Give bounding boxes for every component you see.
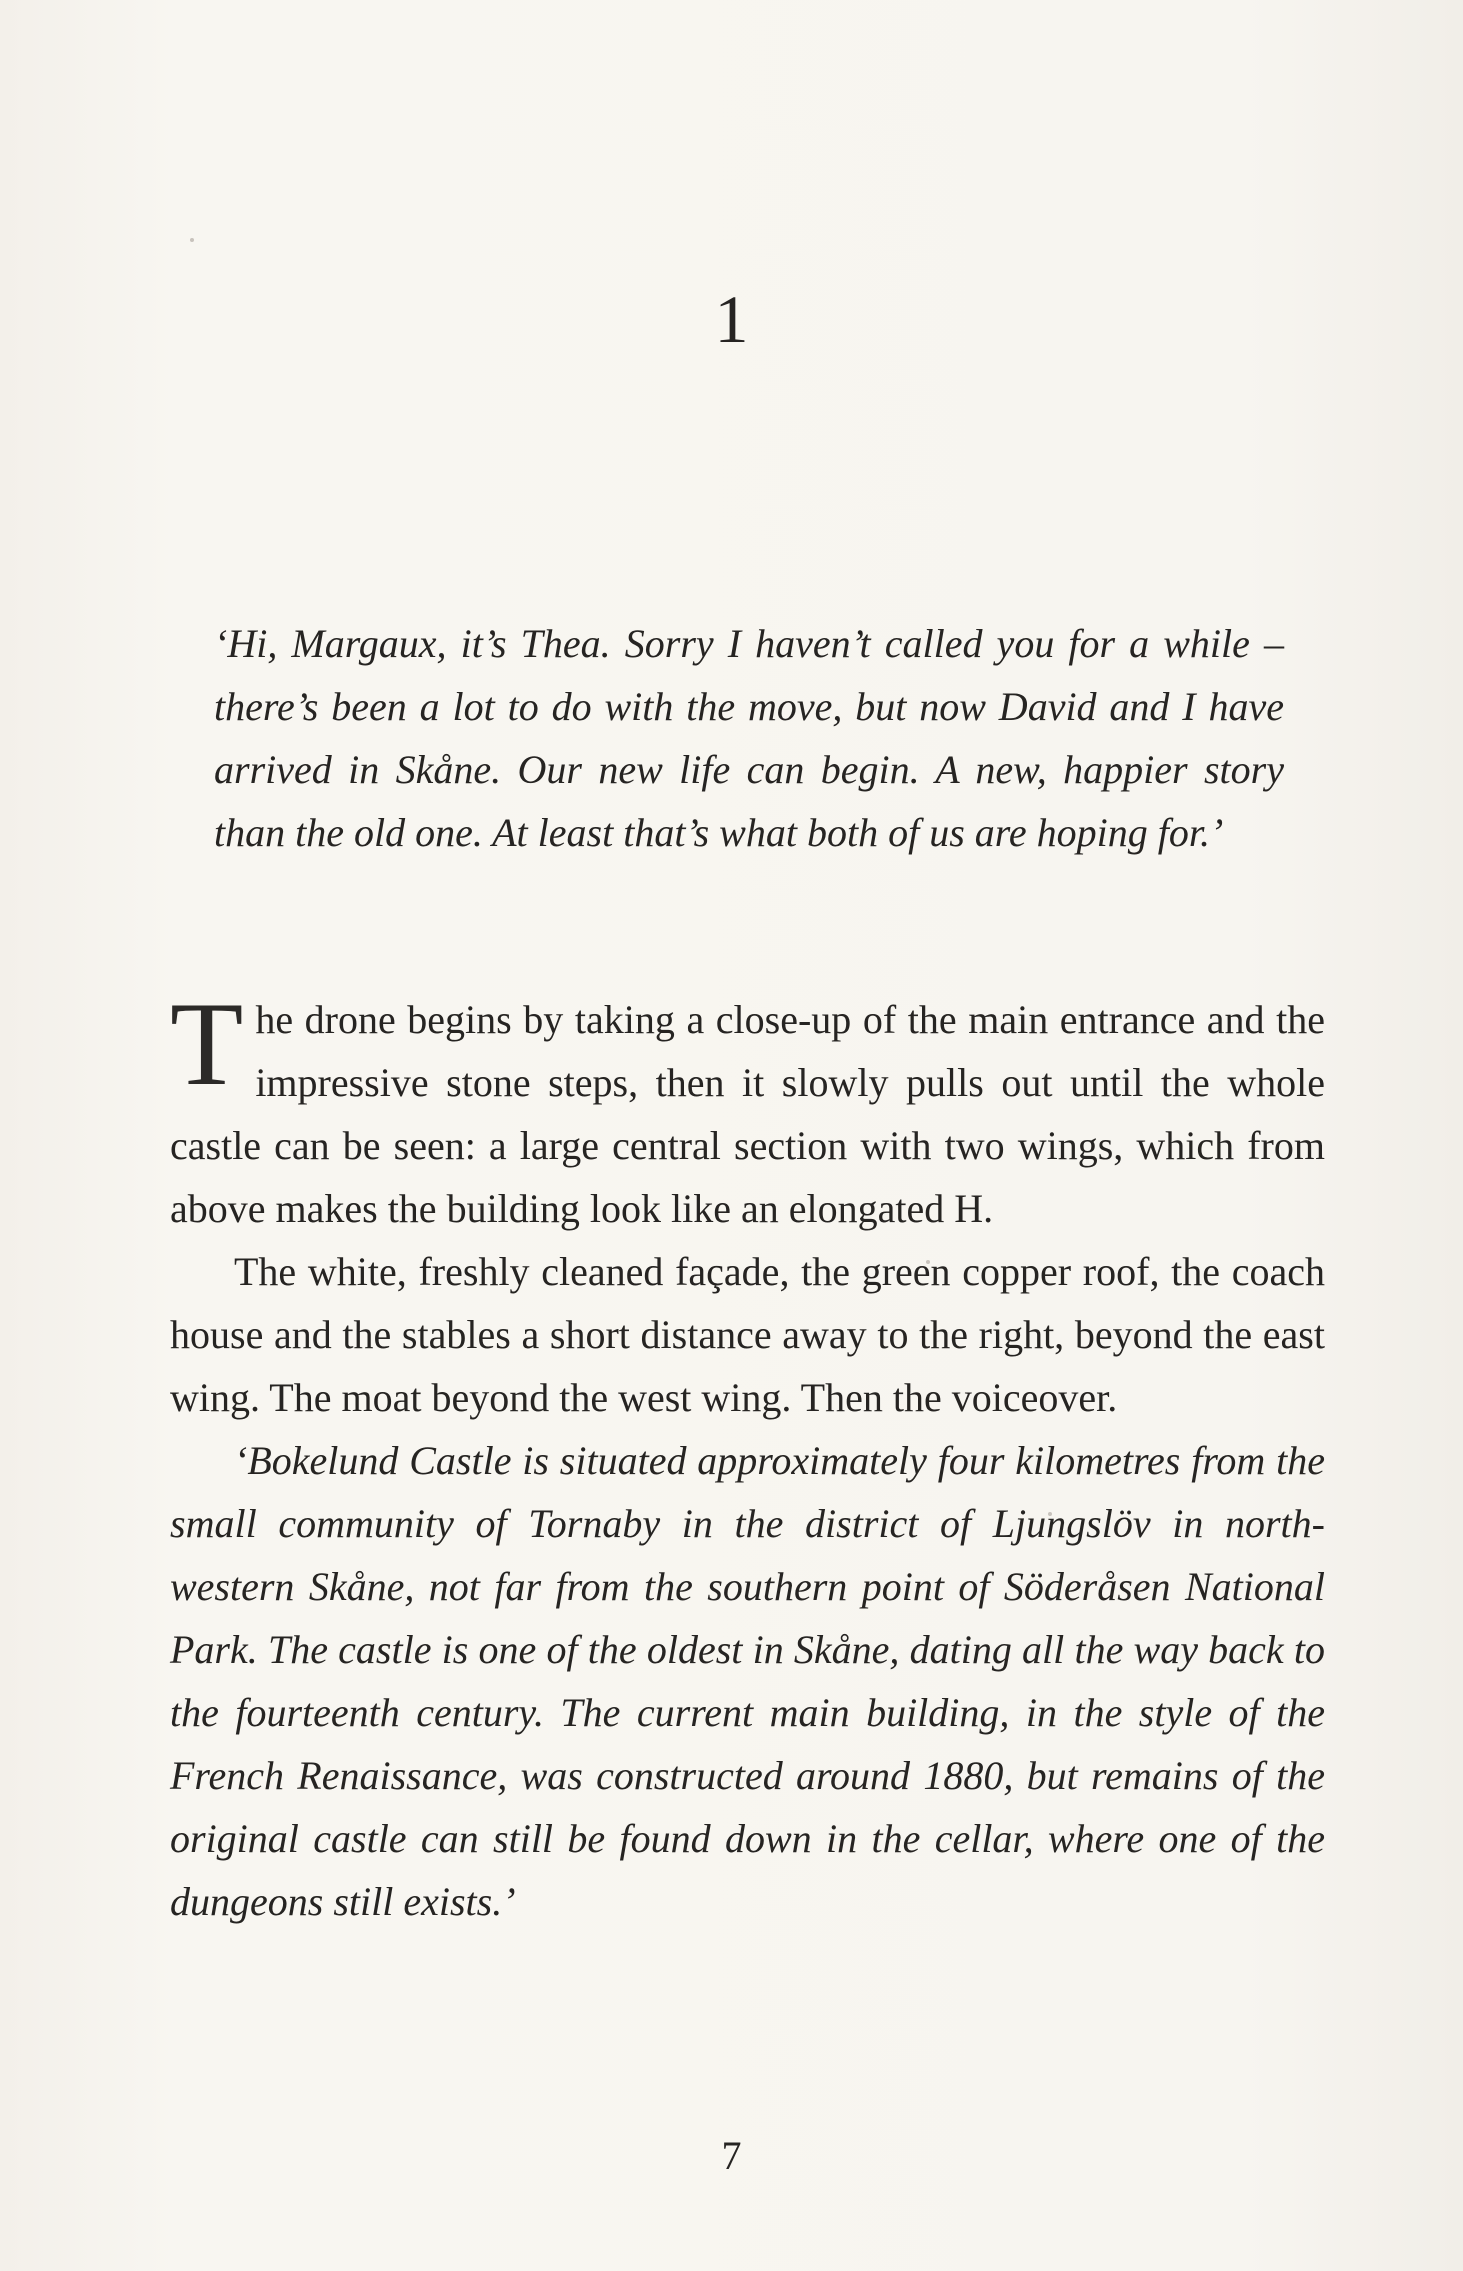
body-paragraph-2: The white, freshly cleaned façade, the green copper roof, the coach house and the stables a short distance away to the right, beyond the east wing. The moat beyond the west wing. Then the voiceover. <box>170 1249 1325 1420</box>
page-number: 7 <box>721 2133 742 2178</box>
drop-cap: T <box>170 977 244 1110</box>
body-paragraph-1 <box>170 977 1325 1240</box>
paper-speck <box>190 238 194 242</box>
main-text <box>170 977 1325 1933</box>
body-paragraph-3: ‘Bokelund Castle is situated approximately four kilometres from the small community of Tornaby in the district of Ljungslöv in north-western Skåne, not far from the southern point of Söderåsen National Park. The castle is one of the oldest in Skåne, dating all the way back to the fourteenth century. The current main building, in the style of the French Renaissance, was constructed around 1880, but remains of the original castle can still be found down in the cellar, where one of the dungeons still exists.’ <box>170 1438 1325 1924</box>
body-paragraph-1-text: he drone begins by taking a close-up of the main entrance and the impressive stone steps, then it slowly pulls out until the whole castle can be seen: a large central section with two wings, which from above makes the building look like an elongated H. <box>170 997 1325 1231</box>
chapter-number: 1 <box>714 281 749 357</box>
epigraph: ‘Hi, Margaux, it’s Thea. Sorry I haven’t called you for a while – there’s been a lot to do with the move, but now David and I have arrived in Skåne. Our new life can begin. A new, happier story than the old one. At least that’s what both of us are hoping for.’ <box>214 621 1284 855</box>
